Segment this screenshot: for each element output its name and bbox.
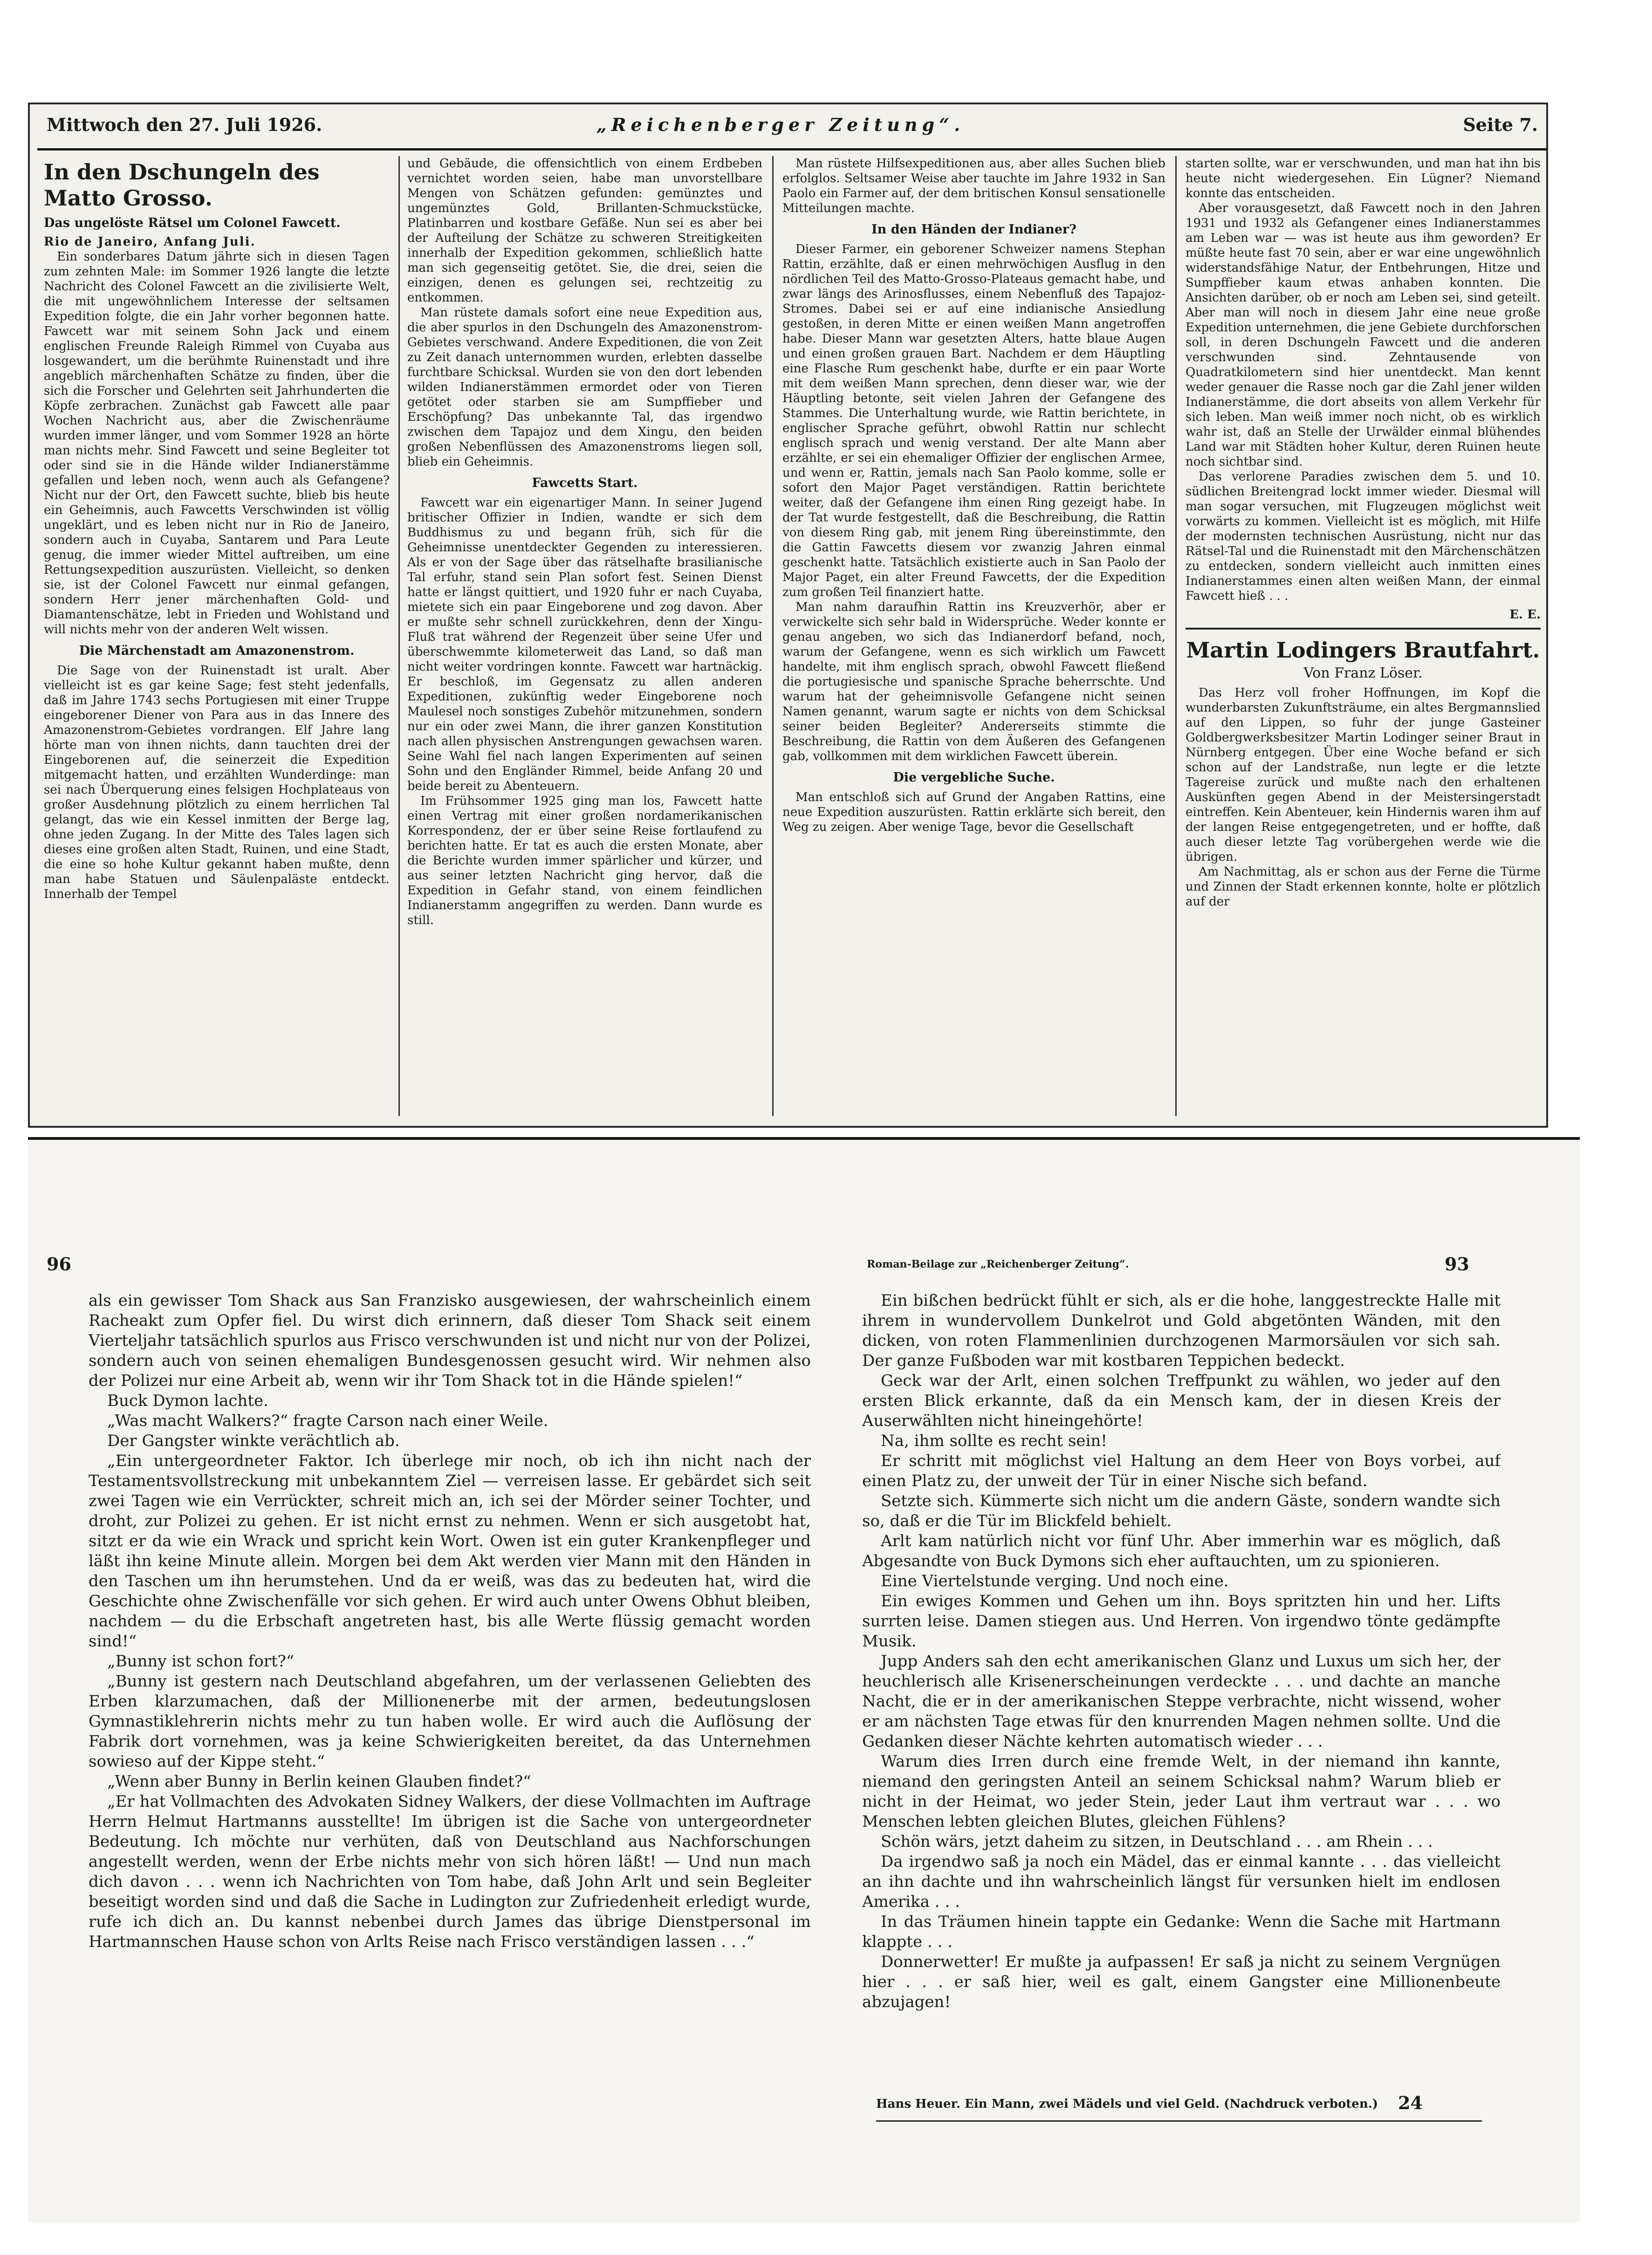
novel-left-column <box>89 1291 811 2102</box>
article-lede: Das ungelöste Rätsel um Colonel Fawcett. <box>44 216 341 230</box>
novel-paragraph: „Wenn aber Bunny in Berlin keinen Glauben findet?“ <box>107 1772 531 1791</box>
installment-number: 24 <box>1398 2092 1423 2113</box>
novel-paragraph: Geck war der Arlt, einen solchen Treffpunkt zu wählen, wo jeder auf den ersten Blick erkannte, daß da ein Mensch kam, der in diesen Kreis der Auserwählten nicht hineingehörte! <box>862 1371 1501 1430</box>
novel-paragraph: Ein ewiges Kommen und Gehen um ihn. Boys spritzten hin und her. Lifts surrten leise. Damen stiegen aus. Und Herren. Von irgendwo tönte gedämpfte Musik. <box>862 1592 1501 1651</box>
novel-paragraph: „Bunny ist gestern nach Deutschland abgefahren, um der verlassenen Geliebten des Erben klarzumachen, daß der Millionenerbe mit der armen, bedeutungslosen Gymnastiklehrerin nichts mehr zu tun haben wolle. Er wird auch die Auflösung der Fabrik dort vornehmen, was ja keine Schwierigkeiten bereitet, da das Unternehmen sowieso auf der Kippe steht.“ <box>89 1672 811 1771</box>
novel-right-column <box>862 1291 1501 2102</box>
column-2 <box>401 156 769 1116</box>
novel-paragraph: Jupp Anders sah den echt amerikanischen Glanz und Luxus um sich her, der heuchlerisch alle Krisenerscheinungen verdeckte . . . und dachte an manche Nacht, die er in der amerikanischen Steppe verbrachte, nicht wissend, woher er am nächsten Tage etwas für den knurrenden Magen nehmen sollte. Und die Gedanken dieser Nächte kehrten automatisch wieder . . . <box>862 1652 1501 1751</box>
section-rule <box>1186 628 1541 630</box>
novel-paragraph: Warum dies Irren durch eine fremde Welt, in der niemand ihn kannte, niemand den geringsten Anteil an seinem Schicksal nahm? Warum blieb er nicht in der Heimat, wo jeder Stein, jeder Laut ihm vertraut war . . . wo Menschen lebten gleichen Blutes, gleichen Fühlens? <box>862 1752 1501 1831</box>
supplement-header: Roman-Beilage zur „Reichenberger Zeitung“. <box>867 1258 1129 1270</box>
article-paragraph: Man nahm daraufhin Rattin ins Kreuzverhör, aber er verwickelte sich sehr bald in Widersprüche. Weder konnte er genau angeben, wo sich das Indianerdorf befand, noch, warum der Gefangene, wenn es sich wirklich um Fawcett handelte, mit ihm englisch sprach, obwohl Fawcett fließend die portugiesische und spanische Sprache beherrschte. Und warum hat der geheimnisvolle Gefangene nicht seinen Namen genannt, warum sagte er nichts von dem Schicksal seiner beiden Begleiter? Andererseits stimmte die Beschreibung, die Rattin von dem Äußeren des Gefangenen gab, vollkommen mit dem wirklichen Fawcett überein. <box>782 600 1165 763</box>
novel-paragraph: „Was macht Walkers?“ fragte Carson nach einer Weile. <box>107 1412 548 1430</box>
novel-paragraph: Ein bißchen bedrückt fühlt er sich, als er die hohe, langgestreckte Halle mit ihrem in wundervollem Dunkelrot und Gold abgetönten Wänden, mit den dicken, von roten Flammenlinien durchzogenen Marmorsäulen vor sich sah. Der ganze Fußboden war mit kostbaren Teppichen bedeckt. <box>862 1291 1501 1370</box>
column-4 <box>1179 156 1547 1116</box>
page-number-right: 93 <box>1445 1254 1469 1275</box>
novel-paragraph: Da irgendwo saß ja noch ein Mädel, das er einmal kannte . . . das vielleicht an ihn dachte und ihn wahrscheinlich längst für versunken hielt im endlosen Amerika . . . <box>862 1852 1501 1911</box>
novel-paragraph: Buck Dymon lachte. <box>107 1391 268 1410</box>
novel-paragraph: Na, ihm sollte es recht sein! <box>881 1432 1107 1450</box>
column-divider <box>1175 156 1177 1116</box>
novel-paragraph: „Er hat Vollmachten des Advokaten Sidney Walkers, der diese Vollmachten im Auftrage Herrn Helmut Hartmanns ausstellte! Im übrigen ist die Sache von untergeordneter Bedeutung. Ich möchte nur verhüten, daß von Deutschland aus Nachforschungen angestellt werden, wenn der Erbe nichts mehr von sich hören läßt! — Und nun mach dich davon . . . wenn ich Nachrichten von Tom habe, daß John Arlt und sein Begleiter beseitigt worden sind und daß die Sache in Ludington zur Zufriedenheit erledigt wurde, rufe ich dich an. Du kannst nebenbei durch James das übrige Dienstpersonal im Hartmannschen Hause schon von Arlts Reise nach Frisco verständigen lassen . . .“ <box>89 1792 811 1951</box>
novel-paragraph: Setzte sich. Kümmerte sich nicht um die andern Gäste, sondern wandte sich so, daß er die Tür im Blickfeld behielt. <box>862 1492 1501 1530</box>
article-title: In den Dschungeln des Matto Grosso. <box>44 159 320 211</box>
novel-paragraph: Er schritt mit möglichst viel Haltung an dem Heer von Boys vorbei, auf einen Platz zu, der unweit der Tür in einer Nische sich befand. <box>862 1452 1501 1490</box>
story-title: Martin Lodingers Brautfahrt. <box>1186 637 1540 663</box>
masthead-paper-name: „Reichenberger Zeitung“. <box>596 114 965 135</box>
article-paragraph: Man rüstete damals sofort eine neue Expedition aus, die aber spurlos in den Dschungeln des Amazonenstrom-Gebietes verschwand. Andere Expeditionen, die von Zeit zu Zeit danach unternommen wurden, erlebten dasselbe furchtbare Schicksal. Wurden sie von den dort lebenden wilden Indianerstämmen ermordet oder von Tieren getötet oder starben sie am Sumpffieber und Erschöpfung? Das unbekannte Tal, das irgendwo zwischen dem Tapajoz und dem Xingu, den beiden großen Nebenflüssen des Amazonenstroms liegen soll, blieb ein Geheimnis. <box>407 306 762 469</box>
masthead-rule <box>37 148 1547 151</box>
novel-paragraph: Der Gangster winkte verächtlich ab. <box>107 1432 400 1450</box>
article-paragraph: Im Frühsommer 1925 ging man los, Fawcett hatte einen Vertrag mit einer großen nordamerikanischen Korrespondenz, der er über seine Reise fortlaufend zu berichten hatte. Er tat es auch die ersten Monate, aber die Berichte wurden immer spärlicher und kürzer, und aus seiner letzten Nachricht ging hervor, daß die Expedition in Gefahr stand, von einem feindlichen Indianerstamm angegriffen zu werden. Dann wurde es still. <box>407 794 762 927</box>
novel-paragraph: „Ein untergeordneter Faktor. Ich überlege mir noch, ob ich ihn nicht nach der Testamentsvollstreckung mit unbekanntem Ziel — verreisen lasse. Er gebärdet sich seit zwei Tagen wie ein Verrückter, schreit mich an, ich sei der Mörder seiner Tochter, und droht, zur Polizei zu gehen. Er ist nicht ernst zu nehmen. Wenn er sich ausgetobt hat, sitzt er da wie ein Wrack und spricht kein Wort. Owen ist ein guter Krankenpfleger und läßt ihn keine Minute allein. Morgen bei dem Akt werden vier Mann mit den Händen in den Taschen um ihn herumstehen. Und da er weiß, was das zu bedeuten hat, wird die Geschichte ohne Zwischenfälle vor sich gehen. Er wird auch unter Owens Obhut bleiben, nachdem — du die Erbschaft angetreten hast, bis alle Werte flüssig gemacht worden sind!“ <box>89 1452 811 1651</box>
article-paragraph: Aber vorausgesetzt, daß Fawcett noch in den Jahren 1931 und 1932 als Gefangener eines Indianerstammes am Leben war — was ist heute aus ihm geworden? Er müßte heute fast 70 sein, aber er war eine ungewöhnlich widerstandsfähige Natur, der Entbehrungen, Hitze und Sumpffieber kaum etwas anhaben konnten. Die Ansichten darüber, ob er noch am Leben sei, sind geteilt. Aber man will noch in diesem Jahr eine neue große Expedition unternehmen, die jene Gebiete durchforschen soll, in deren Dschungeln Fawcett und die anderen verschwunden sind. Zehntausende von Quadratkilometern sind hier unentdeckt. Man kennt weder genauer die Rasse noch gar die Zahl jener wilden Indianerstämme, die dort abseits von allem Verkehr für sich leben. Man weiß immer noch nicht, ob es wirklich wahr ist, daß an Stelle der Urwälder einmal blühendes Land war mit Städten hoher Kultur, deren Ruinen heute noch sichtbar sind. <box>1186 201 1541 469</box>
article-paragraph: Die Sage von der Ruinenstadt ist uralt. Aber vielleicht ist es gar keine Sage; fest steht jedenfalls, daß im Jahre 1743 sechs Portugiesen mit einer Truppe eingeborener Diener von Para aus in das Innere des Amazonenstrom-Gebietes vordrangen. Elf Jahre lang hörte man von ihnen nichts, dann tauchten drei der Eingeborenen auf, die seinerzeit die Expedition mitgemacht hatten, und erzählten Wunderdinge: man sei nach Überquerung eines felsigen Hochplateaus von großer Ausdehnung plötzlich zu einem herrlichen Tal gelangt, das wie ein Kessel inmitten der Berge lag, ohne jeden Zugang. In der Mitte des Tales lagen sich dieses eine großen alten Stadt, Ruinen, und eine Stadt, die eine so hohe Kultur gekannt haben mußte, denn man habe Statuen und Säulenpaläste entdeckt. Innerhalb der Tempel <box>44 664 390 901</box>
masthead-date: Mittwoch den 27. Juli 1926. <box>47 114 322 135</box>
column-3 <box>776 156 1172 1116</box>
novel-paragraph: Arlt kam natürlich nicht vor fünf Uhr. Aber immerhin war es möglich, daß Abgesandte von Buck Dymons sich eher auftauchten, um zu spionieren. <box>862 1532 1501 1570</box>
article-paragraph: starten sollte, war er verschwunden, und man hat ihn bis heute nicht wiedergesehen. Ein Lügner? Niemand konnte das entscheiden. <box>1186 157 1541 200</box>
novel-paragraph: In das Träumen hinein tappte ein Gedanke: Wenn die Sache mit Hartmann klappte . . . <box>862 1912 1501 1951</box>
article-paragraph: und Gebäude, die offensichtlich von einem Erdbeben vernichtet worden seien, habe man unvorstellbare Mengen von Schätzen gefunden: gemünztes und ungemünztes Gold, Brillanten-Schmuckstücke, Platinbarren und kostbare Gefäße. Nun sei es aber bei der Aufteilung der Schätze zu schweren Streitigkeiten innerhalb der Expedition gekommen, schließlich hatte man sich gegenseitig getötet. Sie, die drei, seien die einzigen, denen es gelungen sei, rechtzeitig zu entkommen. <box>407 157 762 305</box>
novel-paragraph: „Bunny ist schon fort?“ <box>107 1652 295 1671</box>
article-signature: E. E. <box>1509 608 1541 622</box>
article-paragraph: Man rüstete Hilfsexpeditionen aus, aber alles Suchen blieb erfolglos. Seltsamer Weise aber tauchte im Jahre 1932 in San Paolo ein Farmer auf, der dem britischen Konsul sensationelle Mitteilungen machte. <box>782 157 1165 215</box>
novel-paragraph: Eine Viertelstunde verging. Und noch eine. <box>881 1572 1229 1590</box>
article-paragraph: Das verlorene Paradies zwischen dem 5. und 10. südlichen Breitengrad lockt immer wieder. Diesmal will man sogar versuchen, mit Flugzeugen möglichst weit vorwärts zu kommen. Vielleicht ist es möglich, mit Hilfe der modernsten technischen Ausrüstung, nicht nur das Rätsel-Tal und die Ruinenstadt mit den Märchenschätzen zu entdecken, sondern vielleicht auch inmitten eines Indianerstammes einen alten weißen Mann, der einmal Fawcett hieß . . . <box>1186 470 1541 603</box>
story-paragraph: Das Herz voll froher Hoffnungen, im Kopf die wunderbarsten Zukunftsträume, ein altes Bergmannslied auf den Lippen, so fuhr der junge Gasteiner Goldbergwerksbesitzer Martin Lodinger seiner Braut in Nürnberg entgegen. Über eine Woche befand er sich schon auf der Landstraße, nun legte er die letzte Tagereise zurück und mußte nach den erhaltenen Auskünften gegen Abend in der Meistersingerstadt eintreffen. Kein Abenteuer, kein Hindernis waren ihm auf der langen Reise entgegengetreten, und er hoffte, daß auch dieser letzte Tag vorübergehen werde wie die übrigen. <box>1186 686 1541 864</box>
column-divider <box>398 156 400 1116</box>
masthead <box>37 114 1547 142</box>
article-dateline: Rio de Janeiro, Anfang Juli. <box>44 235 256 249</box>
article-paragraph: Fawcett war ein eigenartiger Mann. In seiner Jugend britischer Offizier in Indien, wandte er sich dem Buddhismus zu und begann früh, sich für die Geheimnisse unentdeckter Gegenden zu interessieren. Als er von der Sage über das rätselhafte brasilianische Tal erfuhr, stand sein Plan sofort fest. Seinen Dienst hatte er längst quittiert, und 1920 fuhr er nach Cuyaba, mietete sich ein paar Eingeborene und zog davon. Aber er mußte sehr schnell zurückkehren, denn der Xingu-Fluß trat während der Regenzeit über seine Ufer und überschwemmte kilometerweit das Land, so daß man nicht weiter vordringen konnte. Fawcett war hartnäckig. Er beschloß, im Gegensatz zu allen anderen Expeditionen, zukünftig weder Eingeborene noch Maulesel noch sonstiges Zubehör mitzunehmen, sondern nur ein oder zwei Mann, die ihrer ganzen Konstitution nach allen physischen Anstrengungen gewachsen waren. Seine Wahl fiel nach langen Experimenten auf seinen Sohn und den Engländer Rimmel, beide Anfang 20 und beide bereit zu Abenteuern. <box>407 496 762 793</box>
masthead-page-number: Seite 7. <box>1463 114 1538 135</box>
column-divider <box>772 156 774 1116</box>
column-1 <box>37 156 396 1116</box>
novel-credit: Hans Heuer. Ein Mann, zwei Mädels und viel Geld. (Nachdruck verboten.) <box>876 2097 1378 2111</box>
novel-paragraph: Donnerwetter! Er mußte ja aufpassen! Er saß ja nicht zu seinem Vergnügen hier . . . er saß hier, weil es galt, einem Gangster eine Millionenbeute abzujagen! <box>862 1953 1501 2011</box>
novel-paragraph: als ein gewisser Tom Shack aus San Franzisko ausgewiesen, der wahrscheinlich einem Racheakt zum Opfer fiel. Du wirst dich erinnern, daß dieser Tom Shack seit einem Vierteljahr tatsächlich spurlos aus Frisco verschwunden ist und nicht nur von der Polizei, sondern auch von seinen ehemaligen Bundesgenossen gesucht wird. Wir nehmen also der Polizei nur eine Arbeit ab, wenn wir ihr Tom Shack tot in die Hände spielen!“ <box>89 1291 811 1390</box>
novel-paragraph: Schön wärs, jetzt daheim zu sitzen, in Deutschland . . . am Rhein . . . <box>881 1832 1433 1851</box>
story-paragraph: Am Nachmittag, als er schon aus der Ferne die Türme und Zinnen der Stadt erkennen konnte, holte er plötzlich auf der <box>1186 865 1541 909</box>
article-subheading: Fawcetts Start. <box>532 476 638 490</box>
article-subheading: Die Märchenstadt am Amazonenstrom. <box>79 644 355 658</box>
article-subheading: In den Händen der Indianer? <box>871 222 1076 237</box>
story-byline: Von Franz Löser. <box>1303 665 1423 681</box>
article-paragraph: Dieser Farmer, ein geborener Schweizer namens Stephan Rattin, erzählte, daß er einen mehrwöchigen Ausflug in den nördlichen Teil des Matto-Grosso-Plateaus gemacht habe, und zwar längs des Arinosflusses, einem Nebenfluß des Tapajoz-Stromes. Dabei sei er auf eine indianische Ansiedlung gestoßen, in deren Mitte er einen weißen Mann angetroffen habe. Dieser Mann war gesetzten Alters, hatte blaue Augen und einen großen grauen Bart. Nachdem er dem Häuptling eine Flasche Rum geschenkt habe, durfte er ein paar Worte mit dem weißen Mann sprechen, denn dieser war, wie der Häuptling betonte, seit vielen Jahren der Gefangene des Stammes. Die Unterhaltung wurde, wie Rattin berichtete, in englischer Sprache geführt, obwohl Rattin nur schlecht englisch sprach und wenig verstand. Der alte Mann aber erzählte, er sei ein ehemaliger Offizier der englischen Armee, und wenn er, Rattin, jemals nach San Paolo komme, solle er sofort den Major Paget verständigen. Rattin berichtete weiter, daß der Gefangene ihm einen Ring gezeigt habe. In der Tat wurde festgestellt, daß die Beschreibung, die Rattin von diesem Ring gab, mit jenem Ring übereinstimmte, den die Gattin Fawcetts diesem vor zwanzig Jahren einmal geschenkt hatte. Tatsächlich existierte auch in San Paolo der Major Paget, ein alter Freund Fawcetts, der die Expedition zum großen Teil finanziert hatte. <box>782 242 1165 599</box>
article-paragraph: Ein sonderbares Datum jährte sich in diesen Tagen zum zehnten Male: im Sommer 1926 langte die letzte Nachricht des Colonel Fawcett an die zivilisierte Welt, die mit ungewöhnlichem Interesse der seltsamen Expedition folgte, die ein Jahr vorher begonnen hatte. Fawcett war mit seinem Sohn Jack und einem englischen Freunde Raleigh Rimmel von Cuyaba aus losgewandert, um die berühmte Ruinenstadt und ihre angeblich märchenhaften Schätze zu finden, über die sich die Forscher und Gelehrten seit Jahrhunderten die Köpfe zerbrachen. Zunächst gab Fawcett alle paar Wochen Nachricht aus, aber die Zwischenräume wurden immer länger, und vom Sommer 1928 an hörte man nichts mehr. Sind Fawcett und seine Begleiter tot oder sind sie in die Hände wilder Indianerstämme gefallen und leben noch, wenn auch als Gefangene? Nicht nur der Ort, den Fawcett suchte, blieb bis heute ein Geheimnis, auch Fawcetts Verschwinden ist völlig ungeklärt, und es leben nicht nur in Rio de Janeiro, sondern auch in Cuyaba, Santarem und Para Leute genug, die immer wieder Mittel auftreiben, um eine Rettungsexpedition auszurüsten. Vielleicht, so denken sie, ist der Colonel Fawcett nur einmal gefangen, sondern Herr jener märchenhaften Gold- und Diamantenschätze, lebt in Frieden und Wohlstand und will nichts mehr von der anderen Welt wissen. <box>44 250 390 637</box>
article-paragraph: Man entschloß sich auf Grund der Angaben Rattins, eine neue Expedition auszurüsten. Rattin erklärte sich bereit, den Weg zu zeigen. Aber wenige Tage, bevor die Gesellschaft <box>782 790 1165 834</box>
page-number-left: 96 <box>47 1254 71 1275</box>
footer-rule <box>876 2120 1482 2122</box>
article-subheading: Die vergebliche Suche. <box>893 770 1055 785</box>
